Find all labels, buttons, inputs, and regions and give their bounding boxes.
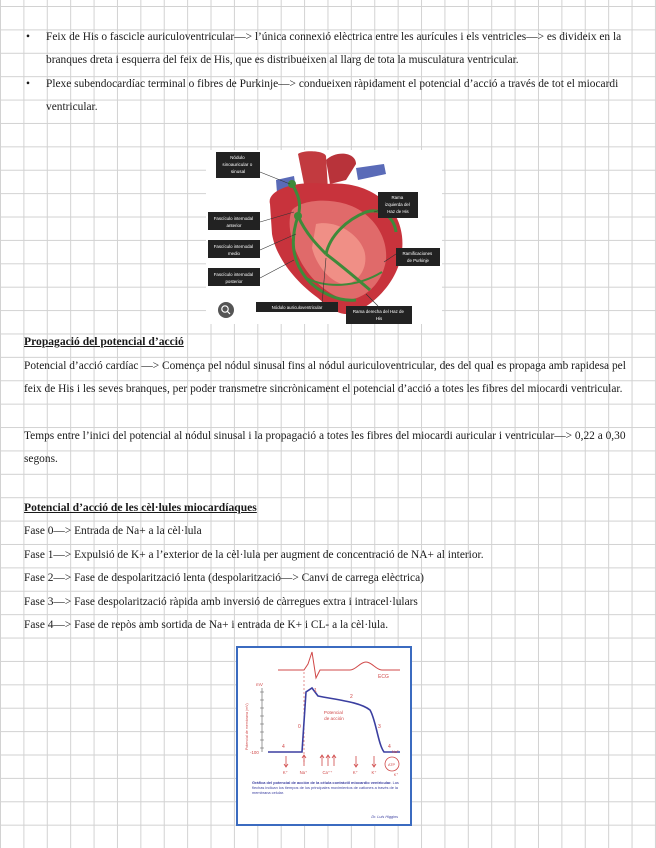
figure-credit: Dr. Luis Higgins [371,815,398,819]
label-left-branch-3: Haz de His [387,209,409,214]
label-left-branch-1: Rama [391,195,404,200]
ecg-label: ECG [378,674,389,680]
label-left-branch-2: izquierda del [384,202,410,207]
section-heading-propagation: Propagació del potencial d’acció [24,335,184,348]
y-axis-label: Potencial de membrana (mV) [245,703,249,750]
bullet-list [24,26,624,120]
label-sinus-node-1: Nódulo [230,155,245,160]
label-anterior-2: anterior [226,223,242,228]
pump-na: Na⁺ [392,750,399,754]
phase-num-2: 2 [350,694,353,700]
label-right-branch-1: Rama derecha del Haz de [352,309,404,314]
phase-4: Fase 4—> Fase de repòs amb sortida de Na+ i entrada de K+ i CL- a la cèl·lula. [24,619,389,631]
mv-label: mV [256,682,263,687]
ion-k-1: K⁺ [282,770,288,775]
label-posterior-1: Fascículo internodal [213,272,254,277]
svg-text:Potencial de acción [324,710,344,721]
heart-illustration [206,150,442,324]
bullet-item [24,73,624,120]
heart-conduction-figure [206,150,442,324]
curve-label-1: Potencial [323,710,343,715]
phase-num-3: 3 [378,724,381,730]
caption-rest: Las flechas indican los tiempos de los principales movimientos de cationes a través de la membrana celular. [252,780,399,795]
caption-bold: Gráfica del potencial de acción de la célula contráctil miocardio ventricular. [252,780,392,785]
label-anterior-1: Fascículo internodal [213,216,254,221]
lens-icon[interactable] [218,302,234,318]
label-av-node: Nódulo auriculoventricular [271,305,323,310]
label-purkinje-2: de Purkinje [407,258,429,263]
section-heading-myocardial: Potencial d’acció de les cèl·lules miocardíaques [24,501,257,514]
phase-1: Fase 1—> Expulsió de K+ a l’exterior de la cèl·lula per augment de concentració de NA+ al interior. [24,549,484,561]
bullet-text: Plexe subendocardíac terminal o fibres de Purkinje—> condueixen ràpidament el potencial d’acció a través de tot el miocardi ventricular. [46,77,619,114]
ion-k-2: K⁺ [352,770,358,775]
label-middle-1: Fascículo internodal [213,244,254,249]
bullet-item [24,26,624,73]
phase-num-1: 1 [314,688,317,694]
action-potential-graph [238,648,410,824]
label-right-branch-2: His [375,316,383,321]
bullet-marker: • [26,31,30,43]
ion-k-3: K⁺ [371,770,377,775]
ion-ca: Ca⁺⁺ [322,770,333,775]
phase-num-4a: 4 [282,744,285,750]
label-middle-2: medio [228,251,240,256]
bullet-marker: • [26,77,30,90]
curve-label-2: de acción [324,716,344,721]
phase-3: Fase 3—> Fase despolarització ràpida amb inversió de càrregues extra i intracel·lulars [24,596,418,608]
pump-atp: ATP [387,763,395,767]
label-purkinje-1: Ramificaciones [402,251,433,256]
phase-0: Fase 0—> Entrada de Na+ a la cèl·lula [24,525,202,537]
paragraph-propagation-time: Temps entre l’inici del potencial al nódul sinusal i la propagació a totes les fibres del miocardi auricular i ventricular—> 0,22 a 0,30 segons. [24,430,626,466]
figure-caption [252,780,402,795]
label-posterior-2: posterior [225,279,243,284]
label-sinus-node-2: sinoauricular o [222,162,253,167]
label-sinus-node-3: sinusal [230,169,246,174]
y-bottom-label: -100 [250,750,259,755]
bullet-text: Feix de His o fascicle auriculoventricular—> l’única connexió elèctrica entre les aurícules i els ventricles—> es divideix en la branques dreta i esquerra del feix de His, que es distribueixen al llarg de tota la musculatura ventricular. [46,31,622,67]
phase-2: Fase 2—> Fase de despolarització lenta (despolarització—> Canvi de carrega elèctrica) [24,572,424,584]
pump-k: K⁺ [393,773,399,777]
paragraph-action-potential: Potencial d’acció cardíac —> Comença pel nódul sinusal fins al nódul auriculoventricular, des del qual es propaga amb rapidesa pel feix de His i les seves branques, per poder transmetre sincrònicament el potencial d’acció a totes les fibres del miocardi ventricular. [24,360,626,396]
ion-na: Na⁺ [299,770,308,775]
phase-num-0: 0 [298,724,301,730]
phase-num-4b: 4 [388,744,391,750]
action-potential-figure [236,646,412,826]
